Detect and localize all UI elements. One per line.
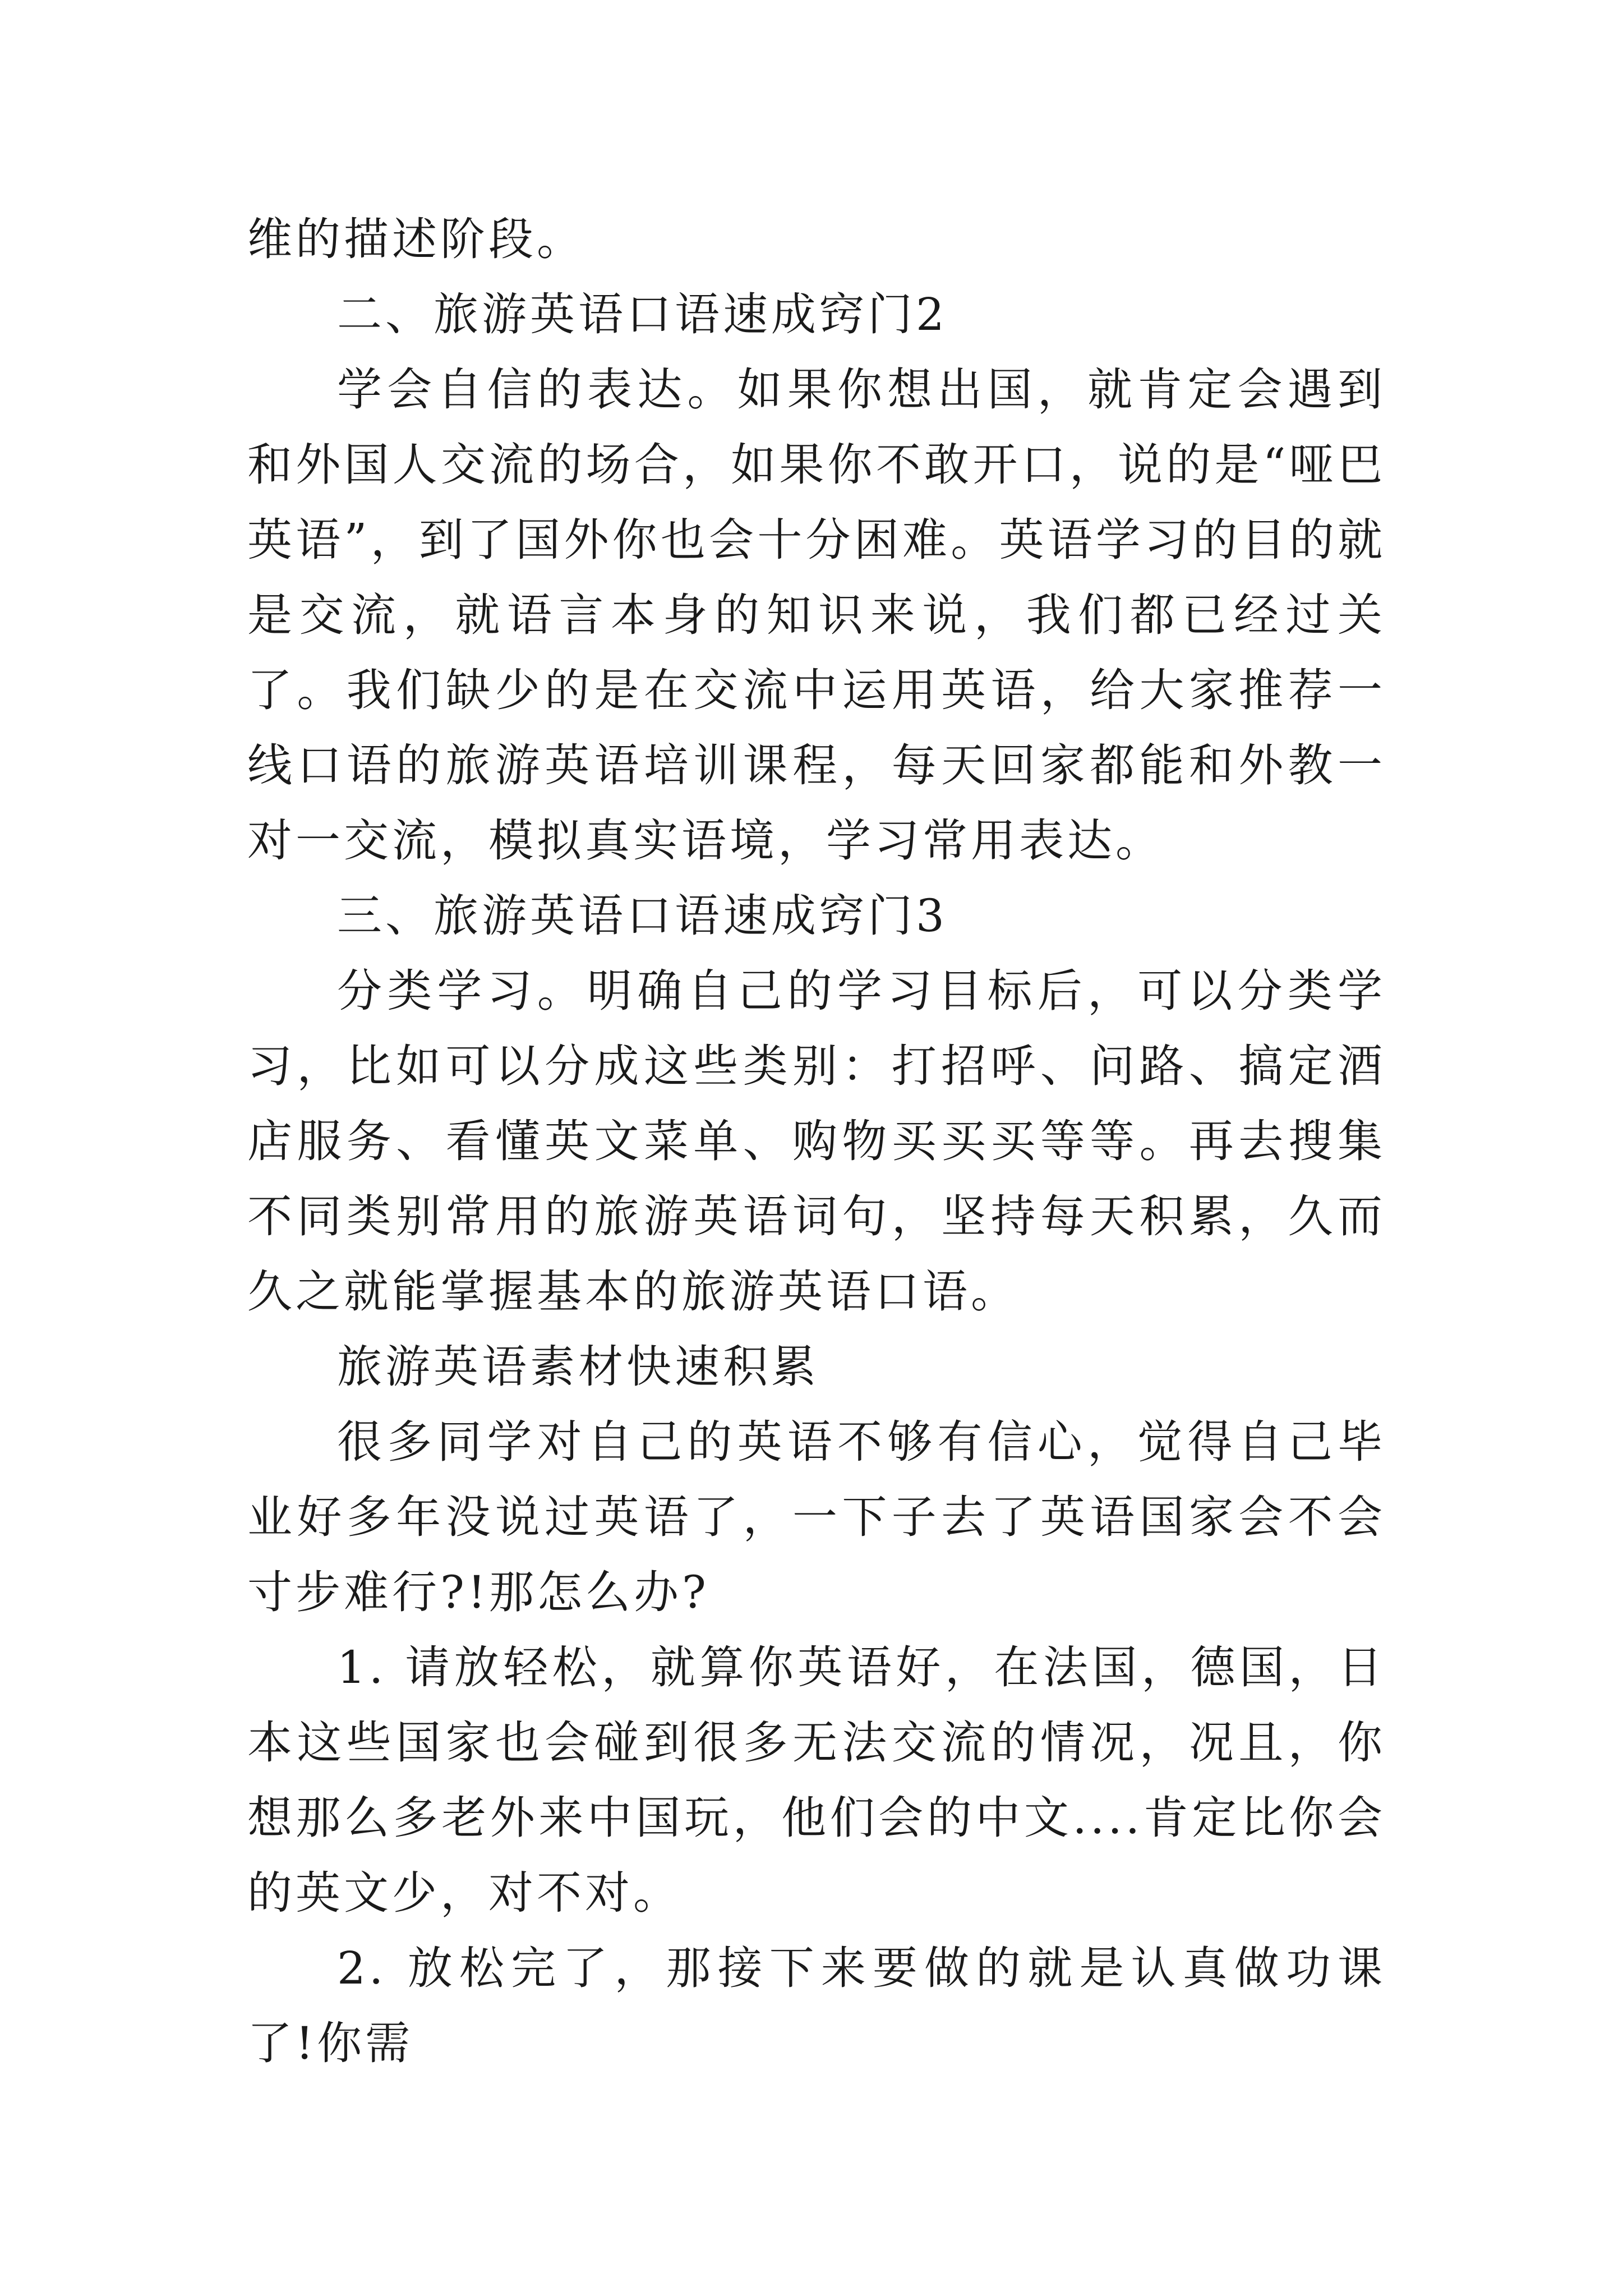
- section-heading-tip-3: 三、旅游英语口语速成窍门3: [337, 890, 948, 942]
- paragraph-confident-expression: 学会自信的表达。如果你想出国，就肯定会遇到和外国人交流的场合，如果你不敢开口，说的是“哑巴英语”，到了国外你也会十分困难。英语学习的目的就是交流，就语言本身的知识来说，我们都已经过关了。我们缺少的是在交流中运用英语，给大家推荐一线口语的旅游英语培训课程，每天回家都能和外教一对一交流，模拟真实语境，学习常用表达。: [247, 364, 1386, 867]
- paragraph-confidence: 很多同学对自己的英语不够有信心，觉得自己毕业好多年没说过英语了，一下子去了英语国家会不会寸步难行?!那怎么办?: [247, 1416, 1386, 1618]
- paragraph-category-learning: 分类学习。明确自己的学习目标后，可以分类学习，比如可以分成这些类别：打招呼、问路、搞定酒店服务、看懂英文菜单、购物买买买等等。再去搜集不同类别常用的旅游英语词句，坚持每天积累，久而久之就能掌握基本的旅游英语口语。: [247, 965, 1386, 1318]
- paragraph-item-2: 2. 放松完了，那接下来要做的就是认真做功课了!你需: [247, 1942, 1386, 2069]
- document-page: [247, 202, 1386, 2081]
- section-heading-materials: 旅游英语素材快速积累: [337, 1341, 819, 1393]
- section-heading-tip-2: 二、旅游英语口语速成窍门2: [337, 288, 948, 341]
- paragraph-item-1: 1. 请放轻松，就算你英语好，在法国，德国，日本这些国家也会碰到很多无法交流的情况，况且，你想那么多老外来中国玩，他们会的中文....肯定比你会的英文少，对不对。: [247, 1641, 1386, 1919]
- paragraph-continuation: 维的描述阶段。: [247, 213, 585, 265]
